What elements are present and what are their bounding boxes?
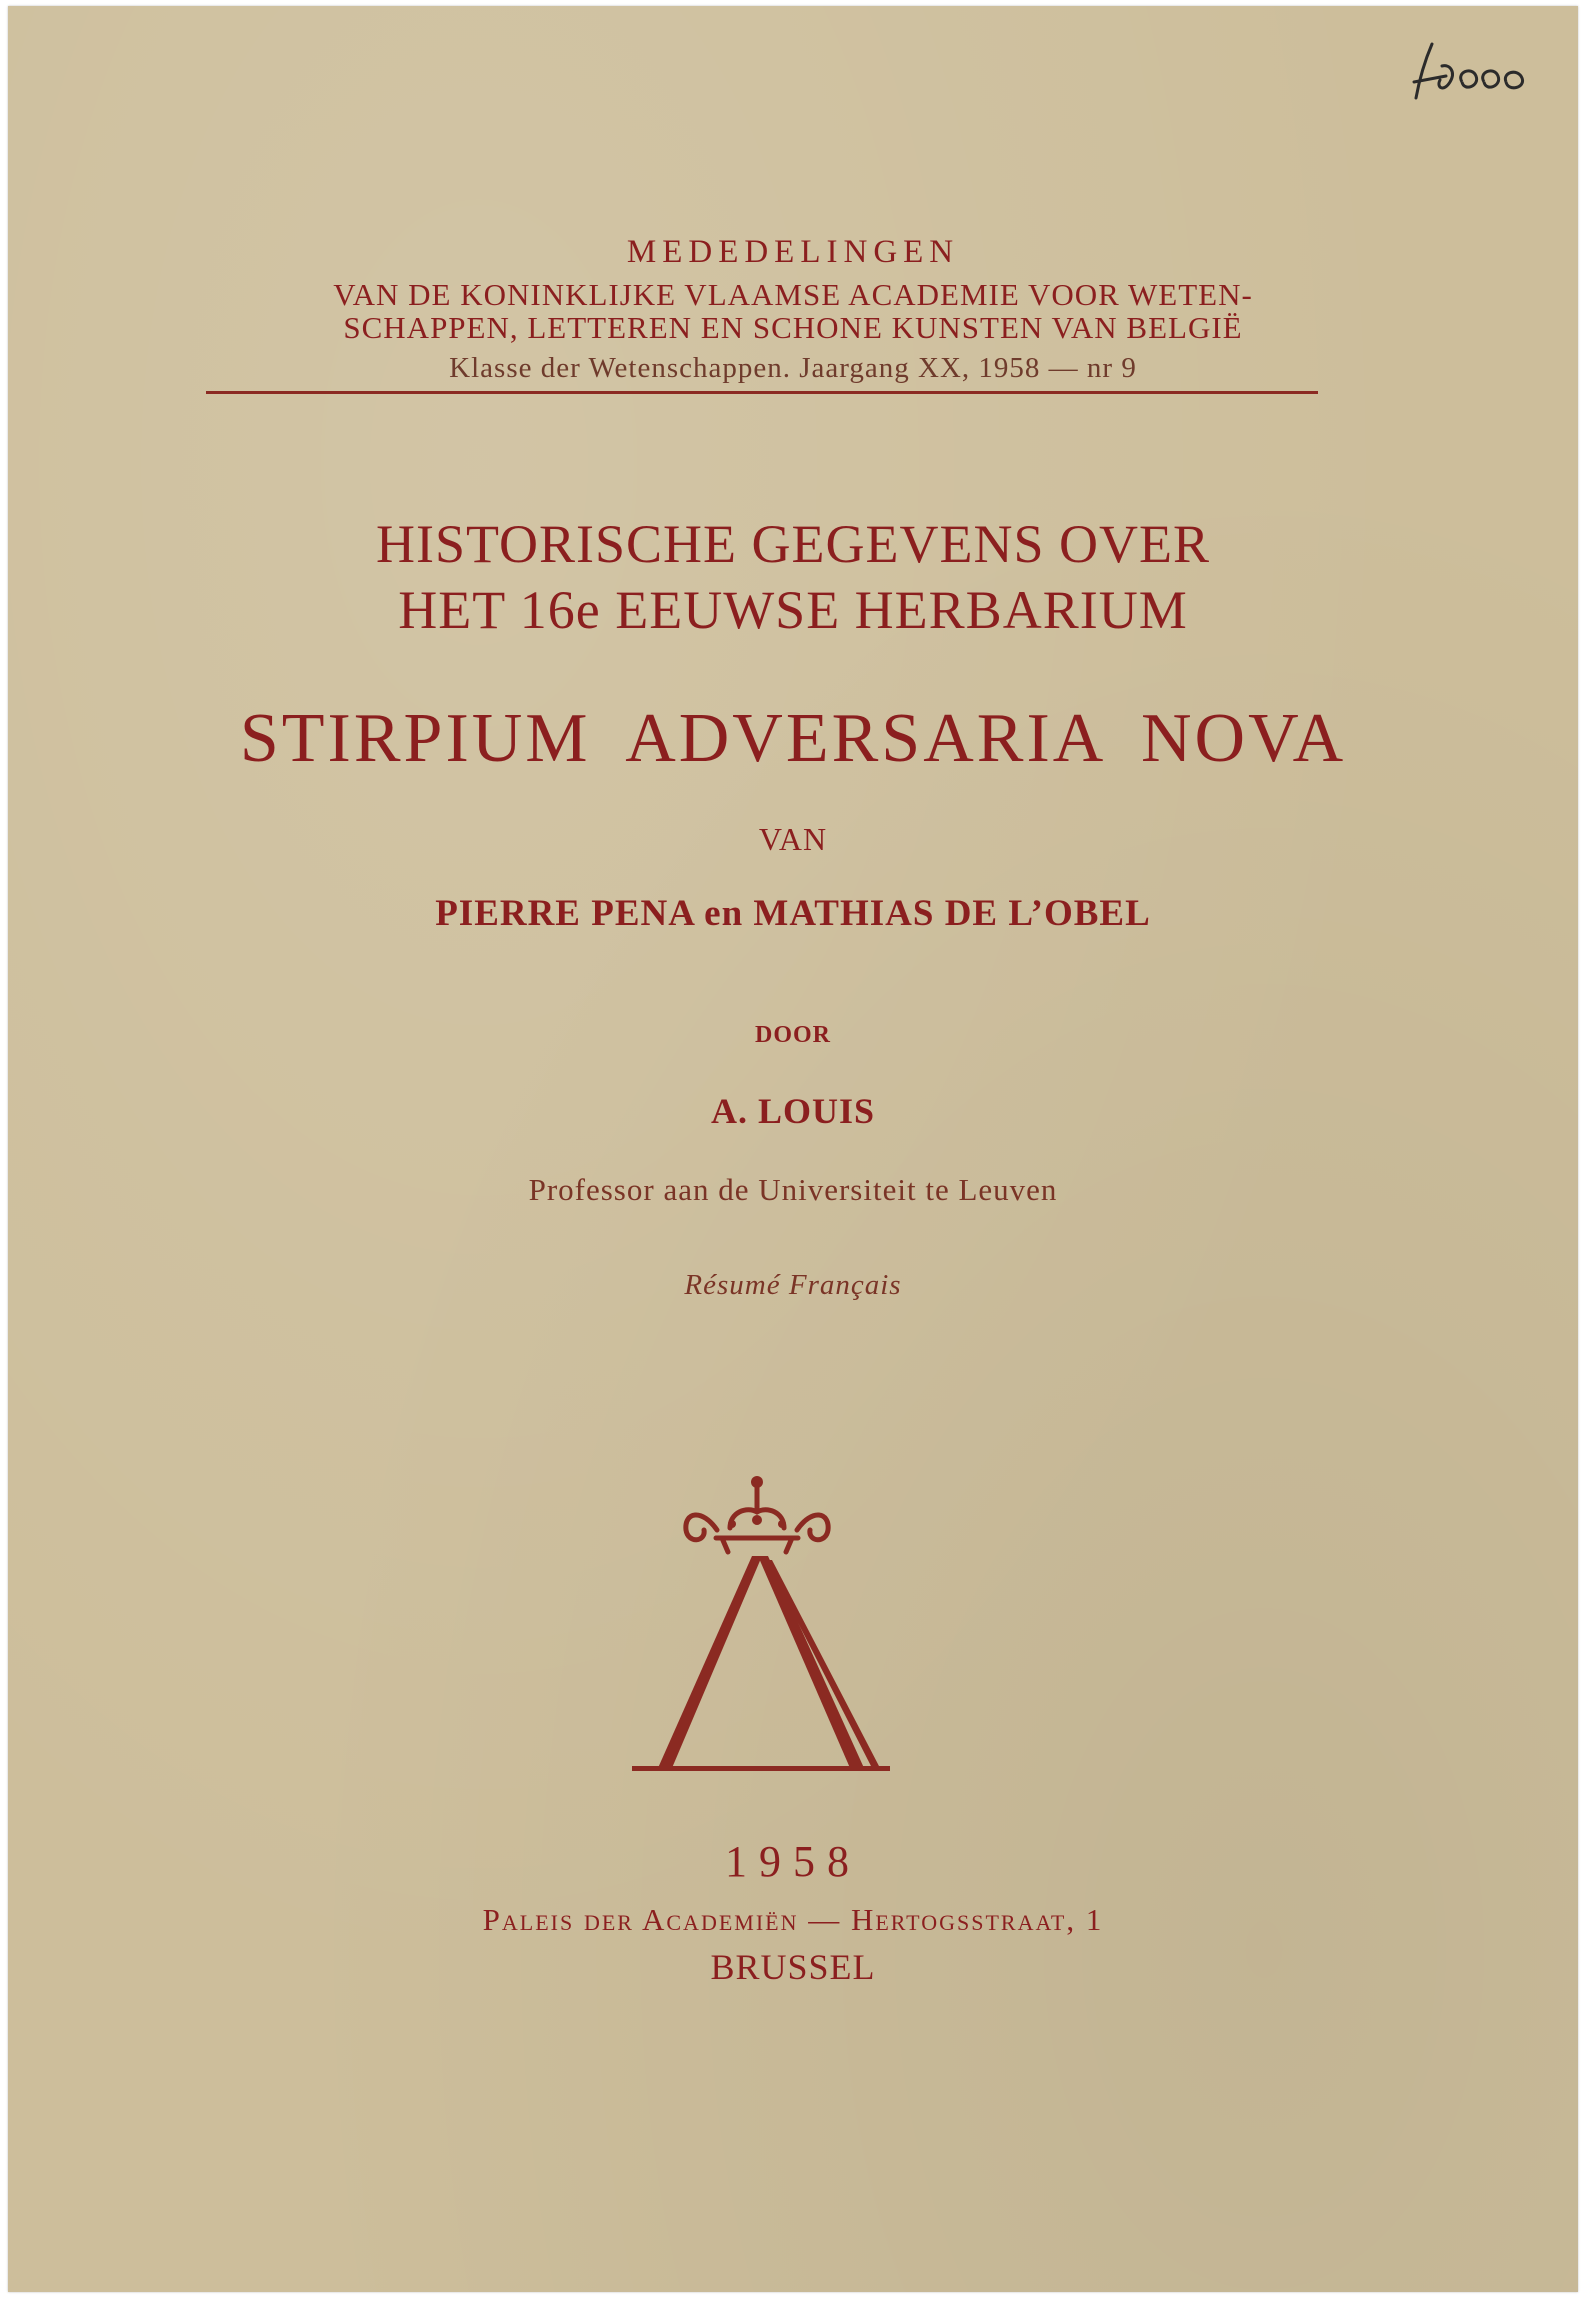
handwritten-note-icon (1406, 36, 1536, 116)
author-name: A. LOUIS (710, 1091, 876, 1131)
title-line-1: HISTORISCHE GEGEVENS OVER (375, 514, 1211, 574)
author-affiliation: Professor aan de Universiteit te Leuven (528, 1172, 1058, 1207)
resume-note: Résumé Français (684, 1269, 902, 1301)
publisher-city: BRUSSEL (710, 1947, 876, 1987)
title-line-2: HET 16e EEUWSE HERBARIUM (398, 580, 1188, 640)
door-label: DOOR (755, 1022, 831, 1048)
book-cover (8, 6, 1578, 2292)
publisher-address: Paleis der Academiën — Hertogsstraat, 1 (482, 1902, 1104, 1937)
series-issue: Klasse der Wetenschappen. Jaargang XX, 1958 — nr 9 (449, 352, 1137, 384)
main-title: STIRPIUM ADVERSARIA NOVA (239, 700, 1347, 777)
academy-crown-a-emblem-icon (612, 1468, 902, 1788)
series-heading: MEDEDELINGEN (626, 234, 960, 270)
publication-year: 1958 (725, 1837, 861, 1886)
series-line-1: VAN DE KONINKLIJKE VLAAMSE ACADEMIE VOOR WETEN- (333, 277, 1253, 312)
header-rule (206, 391, 1318, 394)
authors-line: PIERRE PENA en MATHIAS DE L’OBEL (435, 893, 1151, 934)
series-line-2: SCHAPPEN, LETTEREN EN SCHONE KUNSTEN VAN BELGIË (343, 310, 1243, 345)
van-label: VAN (758, 821, 828, 857)
